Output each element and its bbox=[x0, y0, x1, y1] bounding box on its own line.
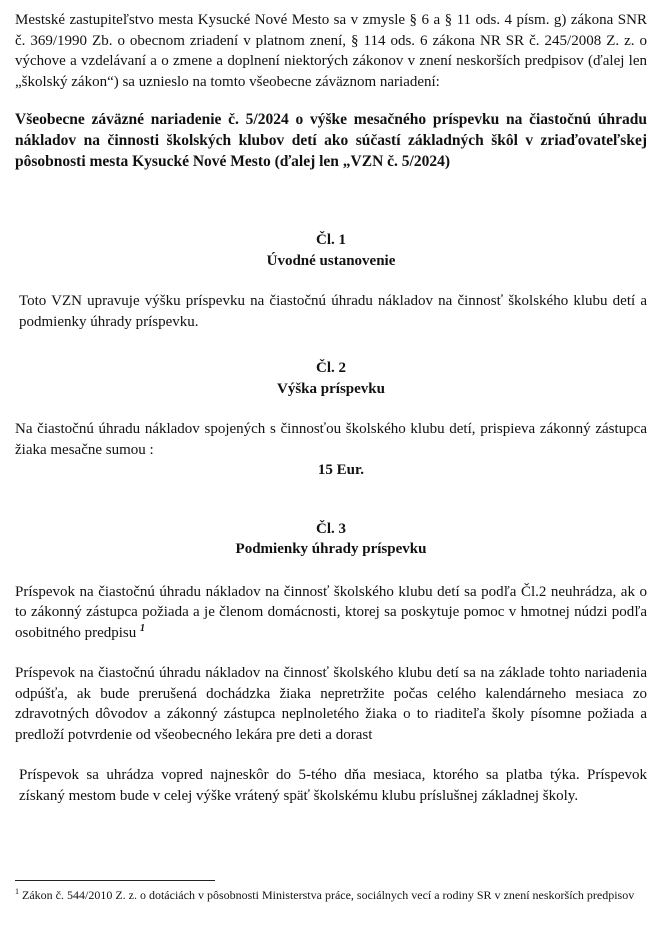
article-3-heading: Podmienky úhrady príspevku bbox=[235, 541, 427, 557]
article-1-heading: Úvodné ustanovenie bbox=[266, 252, 396, 269]
footnote-reference[interactable]: 1 bbox=[140, 622, 145, 634]
footnote bbox=[15, 887, 647, 903]
article-3-paragraph-2: Príspevok na čiastočnú úhradu nákladov na činnosť školského klubu detí sa na základe tohto nariadenia odpúšťa, ak bude prerušená dochádzka žiaka nepretržite počas celého kalendárneho mesiaca zo zdravotných dôvodov a zákonný zástupca neplnoletého žiaka o to riaditeľa školy písomne požiada a predloží potvrdenie od všeobecného lekára pre deti a dorast bbox=[15, 665, 647, 743]
article-3-paragraph-1-text: Príspevok na čiastočnú úhradu nákladov na činnosť školského klubu detí sa podľa Čl.2 neuhrádza, ak o to zákonný zástupca požiada a je členom domácnosti, ktorej sa poskytuje pomoc v hmotnej núdzi podľa osobitného predpisu bbox=[15, 583, 647, 641]
article-2-heading: Výška príspevku bbox=[277, 380, 385, 397]
article-1-paragraph: Toto VZN upravuje výšku príspevku na čiastočnú úhradu nákladov na činnosť školského klubu detí a podmienky úhrady príspevku. bbox=[19, 293, 647, 330]
footnote-divider bbox=[15, 880, 215, 881]
article-2-paragraph: Na čiastočnú úhradu nákladov spojených s činnosťou školského klubu detí, prispieva zákonný zástupca žiaka mesačne sumou : bbox=[15, 421, 647, 458]
footnote-text: Zákon č. 544/2010 Z. z. o dotáciách v pôsobnosti Ministerstva práce, sociálnych vecí a rodiny SR v znení neskorších predpisov bbox=[19, 888, 635, 902]
intro-paragraph: Mestské zastupiteľstvo mesta Kysucké Nové Mesto sa v zmysle § 6 a § 11 ods. 4 písm. g) zákona SNR č. 369/1990 Zb. o obecnom zriadení v platnom znení, § 114 ods. 6 zákona NR SR č. 245/2008 Z. z. o výchove a vzdelávaní a o zmene a doplnení niektorých zákonov v znení neskorších predpisov (ďalej len „školský zákon“) sa uznieslo na tomto všeobecne záväznom nariadení: bbox=[15, 12, 647, 90]
contribution-amount: 15 Eur. bbox=[317, 462, 365, 478]
regulation-title: Všeobecne záväzné nariadenie č. 5/2024 o výške mesačného príspevku na čiastočnú úhradu nákladov na činnosti školských klubov detí ako súčastí základných škôl v zriaďovateľskej pôsobnosti mesta Kysucké Nové Mesto (ďalej len „VZN č. 5/2024) bbox=[15, 111, 647, 170]
document-page bbox=[15, 10, 647, 806]
footnote-marker: 1 bbox=[15, 887, 19, 896]
article-3-number: Čl. 3 bbox=[316, 520, 346, 537]
article-3-paragraph-1 bbox=[15, 582, 647, 644]
article-1-number: Čl. 1 bbox=[316, 232, 346, 248]
article-2-number: Čl. 2 bbox=[316, 360, 346, 376]
article-3-paragraph-3: Príspevok sa uhrádza vopred najneskôr do 5-tého dňa mesiaca, ktorého sa platba týka. Príspevok získaný mestom bude v celej výške vrátený späť školskému klubu príslušnej základnej školy. bbox=[19, 767, 647, 804]
